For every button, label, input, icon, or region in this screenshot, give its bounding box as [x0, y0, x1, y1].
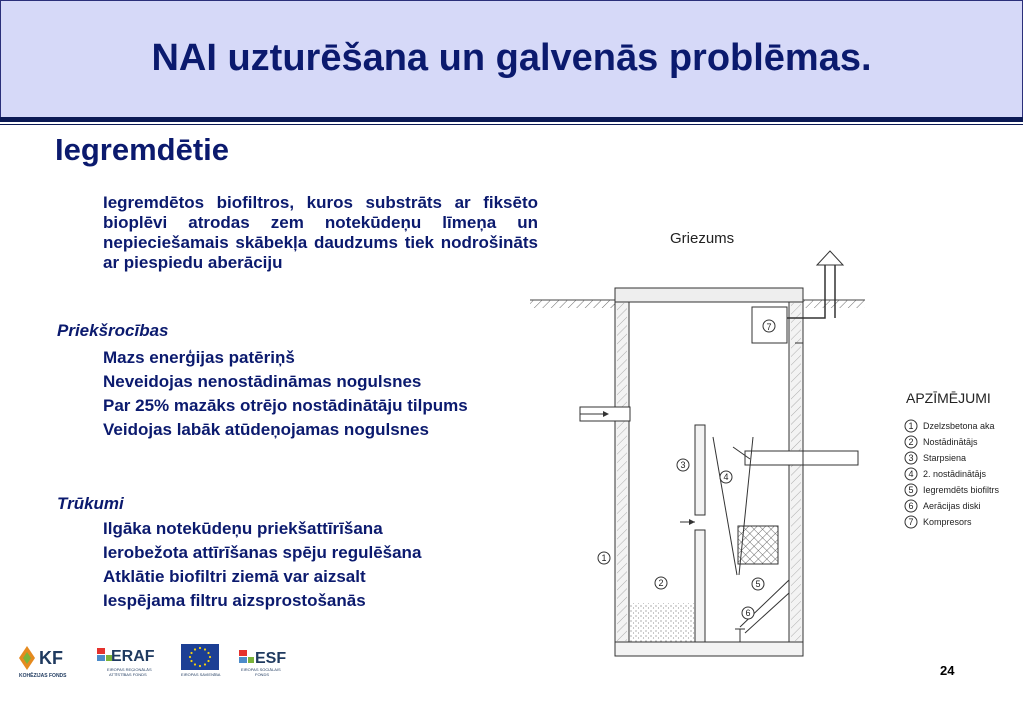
list-item: Iespējama filtru aizsprostošanās [103, 591, 366, 611]
legend-item: 2. nostādinātājs [923, 469, 987, 479]
svg-text:2: 2 [908, 437, 914, 447]
list-item: Veidojas labāk atūdeņojamas nogulsnes [103, 420, 429, 440]
disadvantages-title: Trūkumi [57, 494, 124, 513]
advantages-title: Priekšrocības [57, 321, 169, 340]
svg-text:5: 5 [908, 485, 914, 495]
inlet-pipe [580, 407, 630, 421]
svg-text:1: 1 [601, 553, 607, 563]
svg-text:4: 4 [908, 469, 914, 479]
outlet-pipe [745, 451, 858, 465]
section-heading: Iegremdētie [55, 132, 230, 167]
svg-text:6: 6 [745, 608, 751, 618]
svg-text:ATTĪSTĪBAS FONDS: ATTĪSTĪBAS FONDS [109, 672, 147, 677]
advantages-list [103, 348, 538, 444]
diagram-title: Griezums [670, 230, 735, 247]
svg-text:KOHĒZIJAS FONDS: KOHĒZIJAS FONDS [19, 673, 67, 679]
svg-text:EIROPAS SAVIENĪBA: EIROPAS SAVIENĪBA [181, 672, 221, 677]
svg-text:3: 3 [680, 460, 686, 470]
svg-text:3: 3 [908, 453, 914, 463]
title-divider [0, 117, 1023, 122]
esf-logo [239, 650, 286, 677]
legend-item: Kompresors [923, 517, 972, 527]
title-divider-thin [0, 124, 1023, 125]
funding-logos [15, 636, 295, 682]
disadvantages-list [103, 519, 538, 615]
section-diagram [525, 215, 1023, 665]
title-bar [0, 0, 1023, 118]
list-item: Ierobežota attīrīšanas spēju regulēšana [103, 543, 422, 563]
svg-text:6: 6 [908, 501, 914, 511]
legend-item: Starpsiena [923, 453, 967, 463]
list-item: Neveidojas nenostādināmas nogulsnes [103, 372, 422, 392]
eraf-logo [97, 648, 155, 677]
legend-item: Nostādinātājs [923, 437, 978, 447]
biofilter [738, 526, 778, 564]
compressor [752, 307, 787, 343]
intro-paragraph: Iegremdētos biofiltros, kuros substrāts ar fiksēto bioplēvi atrodas zem notekūdeņu līmeņa un nepieciešamais skābekļa daudzums tiek nodrošināts ar piespiedu aberāciju [103, 193, 538, 273]
diagram-legend [905, 390, 1000, 528]
svg-text:7: 7 [908, 517, 914, 527]
legend-item: Dzelzsbetona aka [923, 421, 995, 431]
svg-text:5: 5 [755, 579, 761, 589]
svg-text:EIROPAS REĢIONĀLĀS: EIROPAS REĢIONĀLĀS [107, 667, 152, 672]
kf-logo [19, 646, 67, 679]
svg-text:1: 1 [908, 421, 914, 431]
svg-text:EIROPAS SOCIĀLAIS: EIROPAS SOCIĀLAIS [241, 667, 281, 672]
svg-text:FONDS: FONDS [255, 672, 269, 677]
svg-text:4: 4 [723, 472, 729, 482]
list-item: Atklātie biofiltri ziemā var aizsalt [103, 567, 366, 587]
sludge [629, 603, 695, 642]
legend-title: APZĪMĒJUMI [906, 390, 991, 406]
list-item: Par 25% mazāks otrējo nostādinātāju tilpums [103, 396, 468, 416]
svg-text:7: 7 [766, 322, 772, 332]
svg-text:KF: KF [39, 648, 63, 668]
eu-flag-icon [181, 644, 221, 677]
legend-item: Aerācijas diski [923, 501, 981, 511]
list-item: Ilgāka notekūdeņu priekšattīrīšana [103, 519, 383, 538]
page-title: NAI uzturēšana un galvenās problēmas. [151, 37, 872, 79]
svg-text:2: 2 [658, 578, 664, 588]
svg-text:ESF: ESF [255, 650, 287, 667]
svg-text:ERAF: ERAF [111, 648, 155, 665]
list-item: Mazs enerģijas patēriņš [103, 348, 295, 367]
page-number: 24 [940, 663, 955, 678]
legend-item: Iegremdēts biofiltrs [923, 485, 1000, 495]
